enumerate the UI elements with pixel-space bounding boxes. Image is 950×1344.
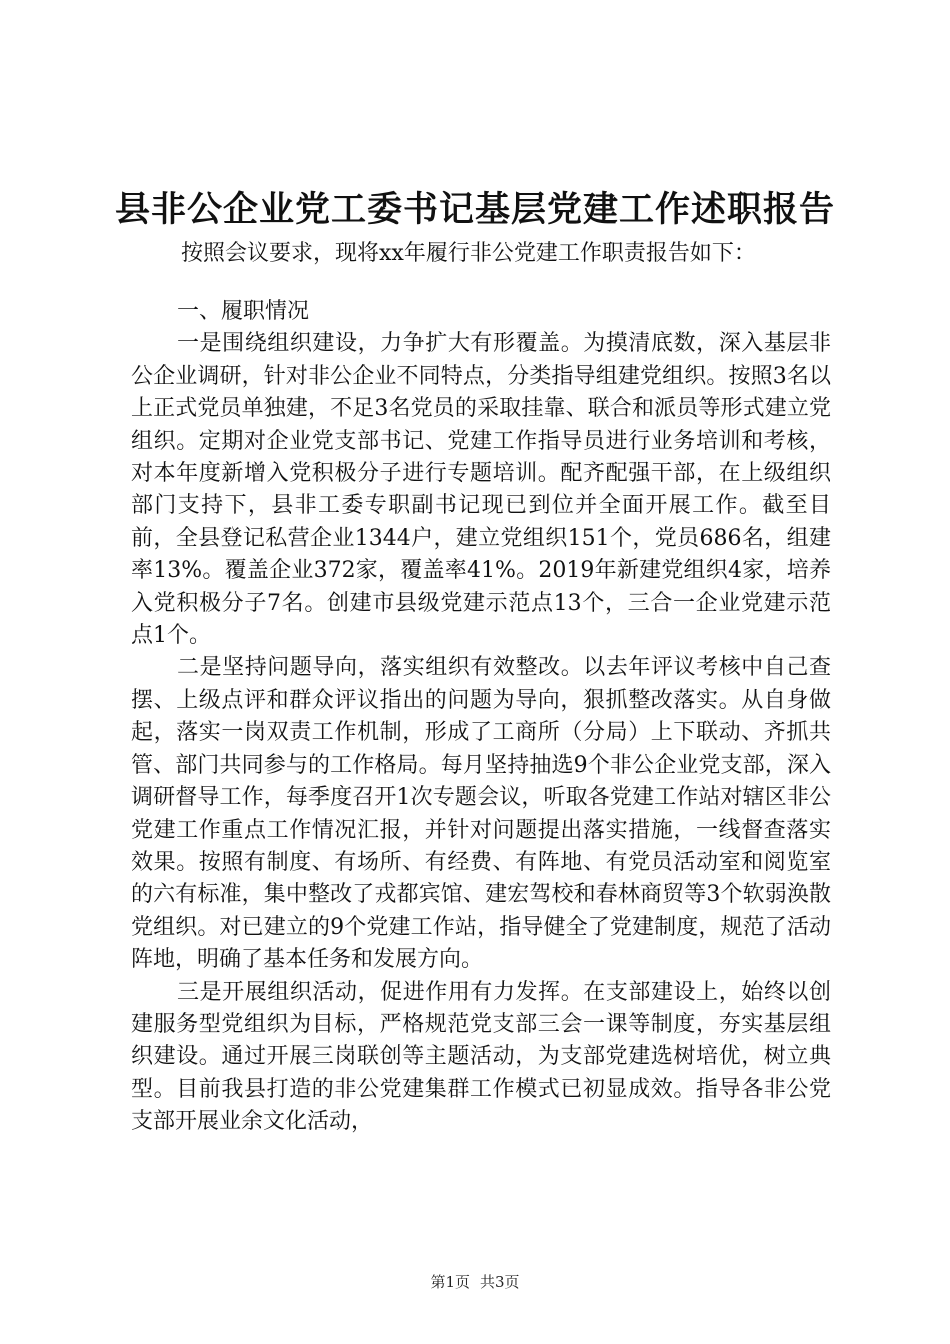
page-footer: [0, 1272, 950, 1292]
document-title: 县非公企业党工委书记基层党建工作述职报告: [114, 189, 835, 230]
page-total: 共3页: [480, 1273, 520, 1291]
page-number: 第1页: [430, 1273, 470, 1291]
paragraph-3: 三是开展组织活动，促进作用有力发挥。在支部建设上，始终以创建服务型党组织为目标，严格规范党支部三会一课等制度，夯实基层组织建设。通过开展三岗联创等主题活动，为支部党建选树培优，树立典型。目前我县打造的非公党建集群工作模式已初显成效。指导各非公党支部开展业余文化活动，: [131, 979, 831, 1135]
paragraph-2: 二是坚持问题导向，落实组织有效整改。以去年评议考核中自己查摆、上级点评和群众评议指出的问题为导向，狠抓整改落实。从自身做起，落实一岗双责工作机制，形成了工商所（分局）上下联动、齐抓共管、部门共同参与的工作格局。每月坚持抽选9个非公企业党支部，深入调研督导工作，每季度召开1次专题会议，听取各党建工作站对辖区非公党建工作重点工作情况汇报，并针对问题提出落实措施，一线督查落实效果。按照有制度、有场所、有经费、有阵地、有党员活动室和阅览室的六有标准，集中整改了戎都宾馆、建宏驾校和春林商贸等3个软弱涣散党组织。对已建立的9个党建工作站，指导健全了党建制度，规范了活动阵地，明确了基本任务和发展方向。: [131, 655, 831, 973]
section-heading: 一、履职情况: [177, 299, 310, 324]
paragraph-1: 一是围绕组织建设，力争扩大有形覆盖。为摸清底数，深入基层非公企业调研，针对非公企业不同特点，分类指导组建党组织。按照3名以上正式党员单独建，不足3名党员的采取挂靠、联合和派员等形式建立党组织。定期对企业党支部书记、党建工作指导员进行业务培训和考核，对本年度新增入党积极分子进行专题培训。配齐配强干部，在上级组织部门支持下，县非工委专职副书记现已到位并全面开展工作。截至目前，全县登记私营企业1344户，建立党组织151个，党员686名，组建率13%。覆盖企业372家，覆盖率41%。2019年新建党组织4家，培养入党积极分子7名。创建市县级党建示范点13个，三合一企业党建示范点1个。: [131, 331, 831, 649]
intro-paragraph: 按照会议要求，现将xx年履行非公党建工作职责报告如下：: [181, 241, 756, 266]
document-body: [131, 296, 831, 1139]
